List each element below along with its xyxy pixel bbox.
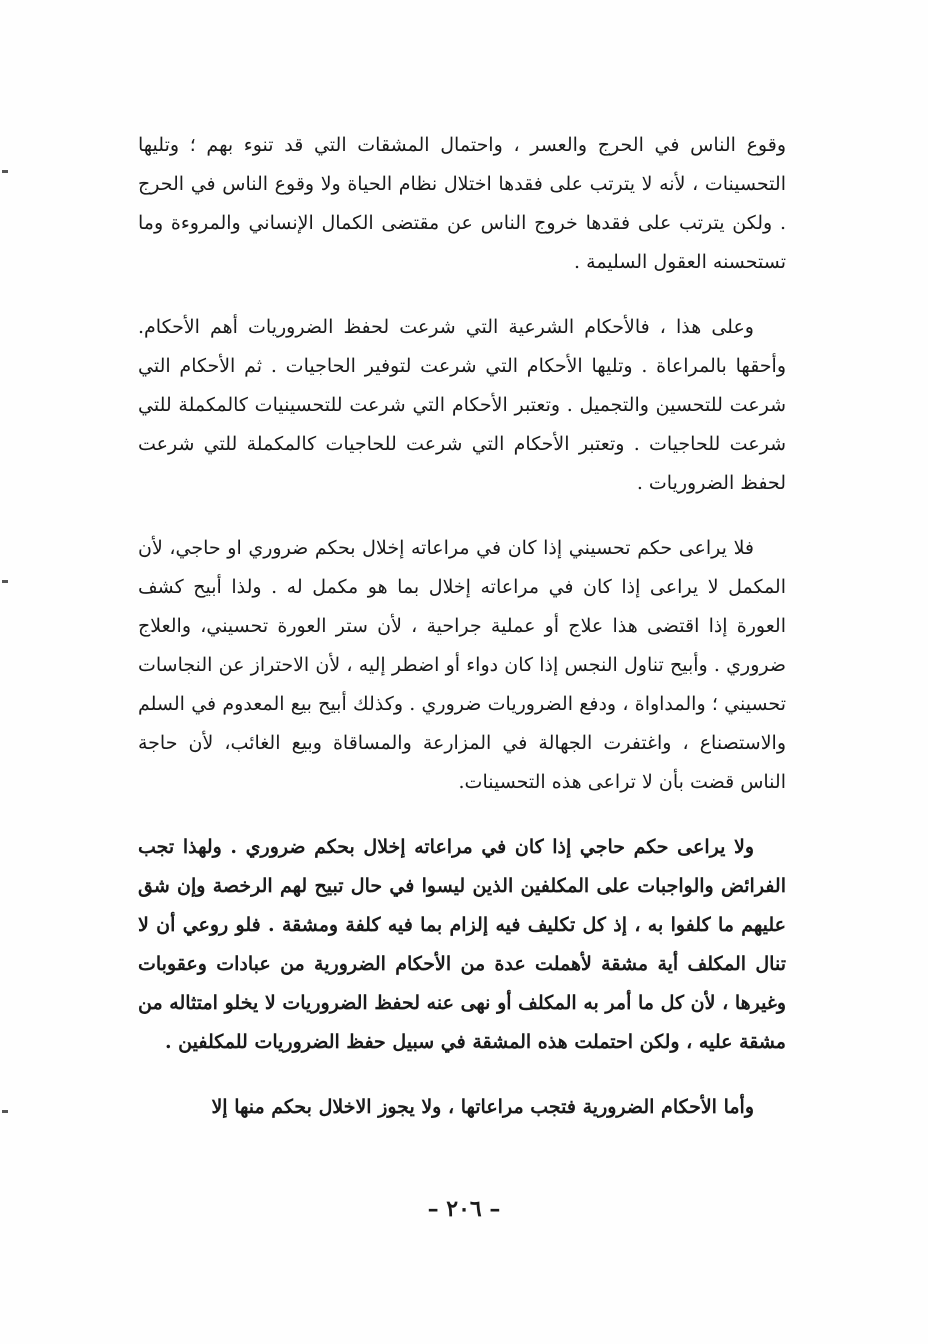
paragraph-2: وعلى هذا ، فالأحكام الشرعية التي شرعت لحفظ الضروريات أهم الأحكام. وأحقها بالمراعاة . وتليها الأحكام التي شرعت لتوفير الحاجيات . ثم الأحكام التي شرعت للتحسين والتجميل . وتعتبر الأحكام التي شرعت للتحسينيات كالمكملة للتي شرعت للحاجيات . وتعتبر الأحكام التي شرعت للحاجيات كالمكملة للتي شرعت لحفظ الضروريات .: [138, 316, 786, 494]
scan-edge-mark: [2, 170, 8, 173]
paragraph-4: ولا يراعى حكم حاجي إذا كان في مراعاته إخلال بحكم ضروري . ولهذا تجب الفرائض والواجبات على المكلفين الذين ليسوا في حال تبيح لهم الرخصة وإن شق عليهم ما كلفوا به ، إذ كل تكليف فيه إلزام بما فيه كلفة ومشقة . فلو روعي أن لا تنال المكلف أية مشقة لأهملت عدة من الأحكام الضرورية من عبادات وعقوبات وغيرها ، لأن كل ما أمر به المكلف أو نهى عنه لحفظ الضروريات لا يخلو امتثاله من مشقة عليه ، ولكن احتملت هذه المشقة في سبيل حفظ الضروريات للمكلفين .: [138, 836, 786, 1053]
paragraph-5: وأما الأحكام الضرورية فتجب مراعاتها ، ولا يجوز الاخلال بحكم منها إلا: [211, 1096, 754, 1118]
body-text: [138, 126, 786, 1127]
scan-edge-mark: [2, 1110, 8, 1113]
scan-edge-mark: [2, 580, 8, 583]
paragraph-3: فلا يراعى حكم تحسيني إذا كان في مراعاته إخلال بحكم ضروري او حاجي، لأن المكمل لا يراعى إذا كان في مراعاته إخلال بما هو مكمل له . ولذا أبيح كشف العورة إذا اقتضى هذا علاج أو عملية جراحية ، لأن ستر العورة تحسيني، والعلاج ضروري . وأبيح تناول النجس إذا كان دواء أو اضطر إليه ، لأن الاحتراز عن النجاسات تحسيني ؛ والمداواة ، ودفع الضروريات ضروري . وكذلك أبيح بيع المعدوم في السلم والاستصناع ، واغتفرت الجهالة في المزارعة والمساقاة وبيع الغائب، لأن حاجة الناس قضت بأن لا تراعى هذه التحسينات.: [138, 537, 786, 793]
page-number: – ٢٠٦ –: [427, 1196, 501, 1222]
paragraph-1: وقوع الناس في الحرج والعسر ، واحتمال المشقات التي قد تنوء بهم ؛ وتليها التحسينات ، لأنه لا يترتب على فقدها اختلال نظام الحياة ولا وقوع الناس في الحرج . ولكن يترتب على فقدها خروج الناس عن مقتضى الكمال الإنساني والمروءة وما تستحسنه العقول السليمة .: [138, 134, 786, 273]
